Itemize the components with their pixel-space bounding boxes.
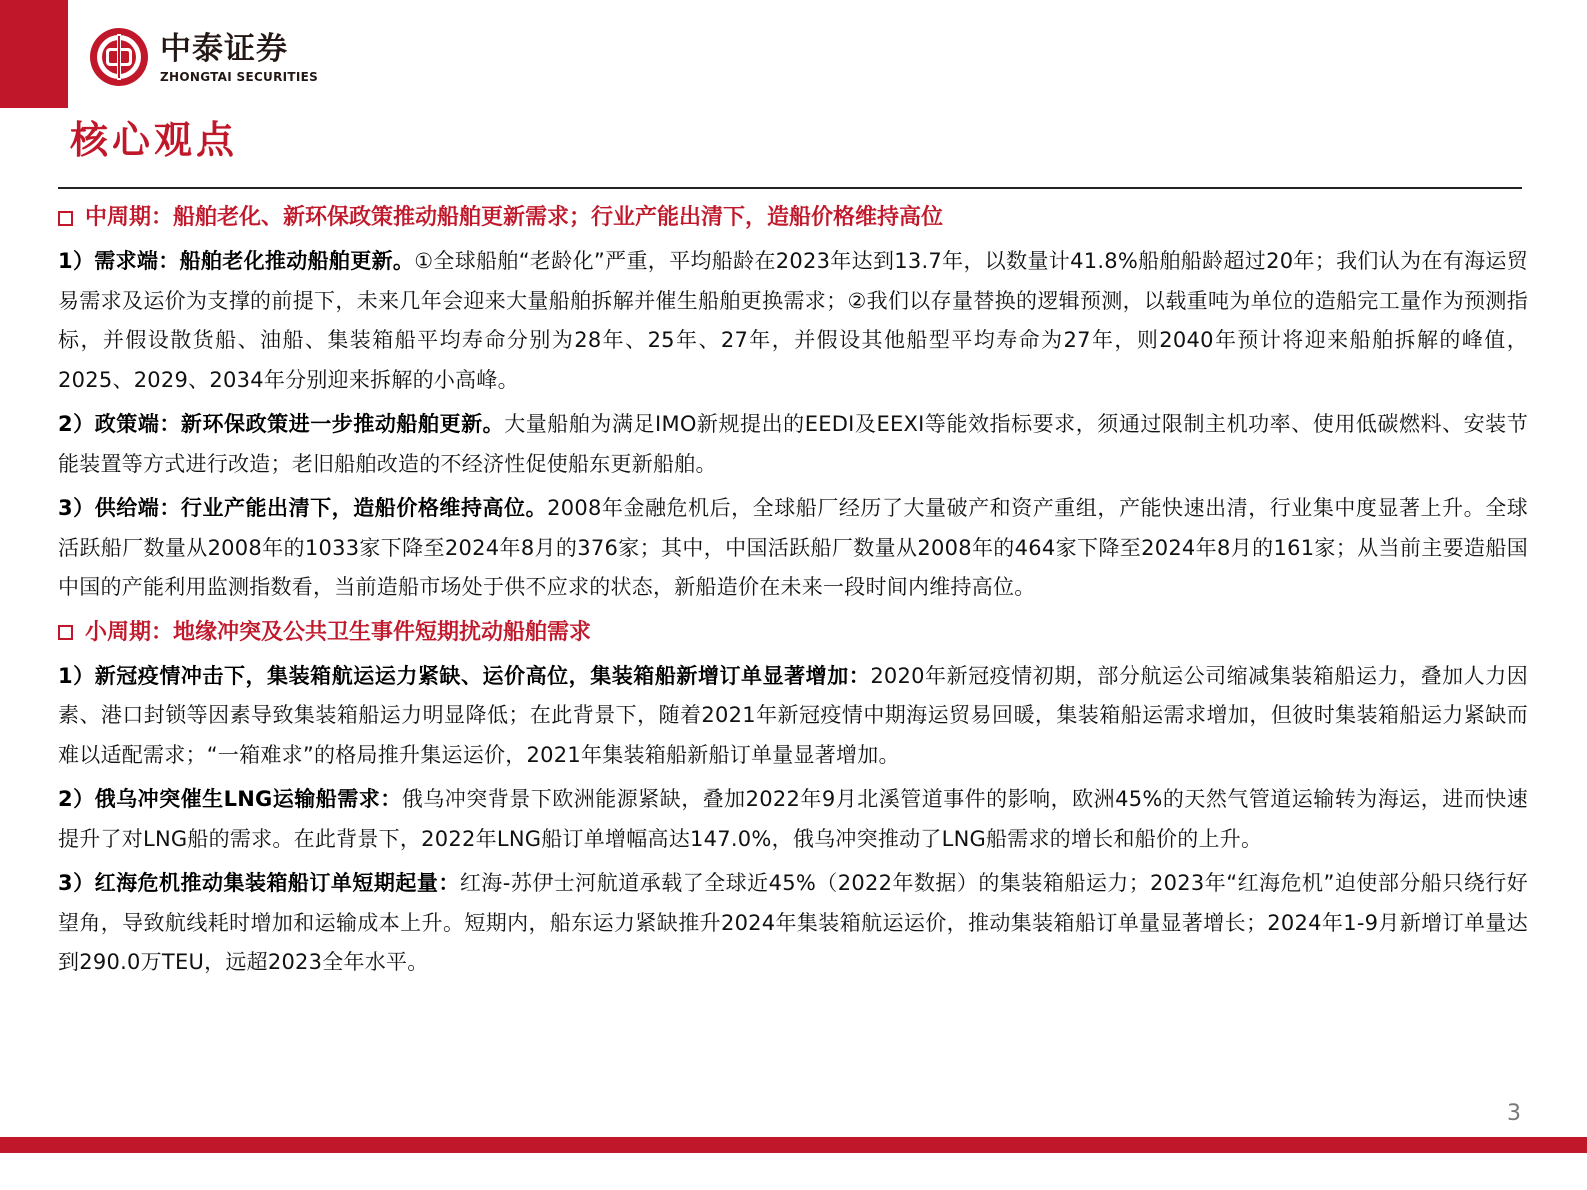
paragraph-lead: 2）政策端：新环保政策进一步推动船舶更新。: [58, 412, 505, 436]
paragraph-demand-side: [58, 242, 1528, 400]
page-number: 3: [1507, 1101, 1521, 1126]
checkbox-bullet-icon: [58, 625, 73, 640]
brand-logo: [88, 22, 318, 92]
footer-accent-bar: [0, 1137, 1587, 1153]
paragraph-red-sea-crisis: [58, 864, 1528, 983]
paragraph-lead: 1）需求端：船舶老化推动船舶更新。: [58, 249, 415, 273]
paragraph-russia-ukraine-lng: [58, 780, 1528, 859]
paragraph-lead: 3）红海危机推动集装箱船订单短期起量：: [58, 871, 460, 895]
paragraph-policy-side: [58, 405, 1528, 484]
paragraph-body: ①全球船舶“老龄化”严重，平均船龄在2023年达到13.7年，以数量计41.8%船舶船龄超过20年；我们认为在有海运贸易需求及运价为支撑的前提下，未来几年会迎来大量船舶拆解并催生船舶更换需求；②我们以存量替换的逻辑预测，以载重吨为单位的造船完工量作为预测指标，并假设散货船、油船、集装箱船平均寿命分别为28年、25年、27年，并假设其他船型平均寿命为27年，则2040年预计将迎来船舶拆解的峰值，2025、2029、2034年分别迎来拆解的小高峰。: [58, 249, 1528, 392]
title-divider: [58, 187, 1522, 189]
paragraph-supply-side: [58, 489, 1528, 608]
section-heading-text: 小周期：地缘冲突及公共卫生事件短期扰动船舶需求: [85, 619, 592, 645]
paragraph-body: 2008年金融危机后，全球船厂经历了大量破产和资产重组，产能快速出清，行业集中度显著上升。全球活跃船厂数量从2008年的1033家下降至2024年8月的376家；其中，中国活跃船厂数量从2008年的464家下降至2024年8月的161家；从当前主要造船国中国的产能利用监测指数看，当前造船市场处于供不应求的状态，新船造价在未来一段时间内维持高位。: [58, 496, 1528, 599]
corner-accent-bar: [0, 0, 68, 108]
checkbox-bullet-icon: [58, 211, 73, 226]
paragraph-lead: 2）俄乌冲突催生LNG运输船需求：: [58, 787, 402, 811]
paragraph-body: 2020年新冠疫情初期，部分航运公司缩减集装箱船运力，叠加人力因素、港口封锁等因素导致集装箱船运力明显降低；在此背景下，随着2021年新冠疫情中期海运贸易回暖，集装箱船运需求增加，但彼时集装箱船运力紧缺而难以适配需求；“一箱难求”的格局推升集运运价，2021年集装箱船新船订单量显著增加。: [58, 663, 1528, 767]
main-content: [58, 198, 1528, 988]
paragraph-lead: 1）新冠疫情冲击下，集装箱航运运力紧缺、运价高位，集装箱船新增订单显著增加：: [58, 663, 871, 688]
paragraph-body: 俄乌冲突背景下欧洲能源紧缺，叠加2022年9月北溪管道事件的影响，欧洲45%的天然气管道运输转为海运，进而快速提升了对LNG船的需求。在此背景下，2022年LNG船订单增幅高达147.0%，俄乌冲突推动了LNG船需求的增长和船价的上升。: [58, 787, 1528, 851]
paragraph-body: 红海-苏伊士河航道承载了全球近45%（2022年数据）的集装箱船运力；2023年“红海危机”迫使部分船只绕行好望角，导致航线耗时增加和运输成本上升。短期内，船东运力紧缺推升2024年集装箱航运运价，推动集装箱船订单量显著增长；2024年1-9月新增订单量达到290.0万TEU，远超2023全年水平。: [58, 871, 1528, 974]
brand-name-cn: 中泰证券: [160, 31, 288, 67]
section-heading-mid-cycle: [58, 198, 1528, 238]
paragraph-covid-impact: [58, 657, 1528, 776]
brand-name-en: ZHONGTAI SECURITIES: [160, 70, 319, 84]
zhongtai-logo-icon: [88, 26, 150, 88]
paragraph-body: 大量船舶为满足IMO新规提出的EEDI及EEXI等能效指标要求，须通过限制主机功率、使用低碳燃料、安装节能装置等方式进行改造；老旧船舶改造的不经济性促使船东更新船舶。: [58, 412, 1528, 476]
section-heading-short-cycle: [58, 613, 1528, 653]
page-title: 核心观点: [70, 117, 239, 162]
paragraph-lead: 3）供给端：行业产能出清下，造船价格维持高位。: [58, 496, 548, 520]
section-heading-text: 中周期：船舶老化、新环保政策推动船舶更新需求；行业产能出清下，造船价格维持高位: [85, 205, 944, 230]
